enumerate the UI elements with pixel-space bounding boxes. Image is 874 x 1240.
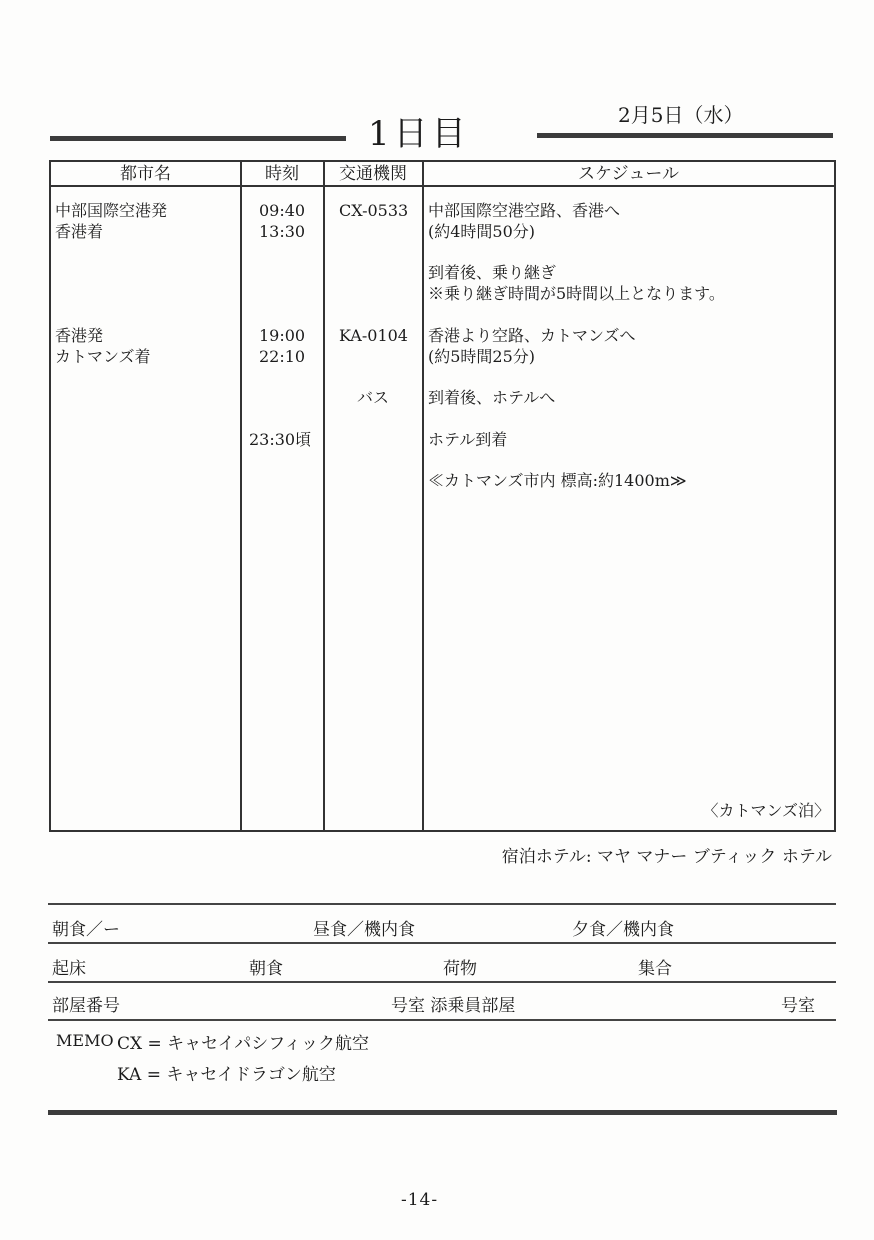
schedule-cell: (約5時間25分) xyxy=(428,347,536,366)
bottom-bar xyxy=(48,1110,837,1115)
city-cell: カトマンズ着 xyxy=(55,347,151,366)
memo-line: KA = キャセイドラゴン航空 xyxy=(117,1065,336,1085)
section-divider xyxy=(48,981,836,983)
transport-cell: KA-0104 xyxy=(339,326,408,345)
meeting-label: 集合 xyxy=(638,959,672,979)
hotel-info: 宿泊ホテル: マヤ マナー ブティック ホテル xyxy=(501,847,832,867)
guide-room-suffix: 号室 xyxy=(781,996,815,1016)
luggage-label: 荷物 xyxy=(443,959,477,979)
room-suffix: 号室 添乗員部屋 xyxy=(391,996,516,1016)
room-number-label: 部屋番号 xyxy=(52,996,120,1016)
schedule-cell: ホテル到着 xyxy=(428,430,508,449)
col-divider xyxy=(240,162,242,830)
schedule-cell: 到着後、ホテルへ xyxy=(428,388,556,407)
transport-cell: バス xyxy=(357,388,390,407)
time-cell: 13:30 xyxy=(259,222,306,241)
time-cell: 09:40 xyxy=(259,201,306,220)
header-transport: 交通機関 xyxy=(339,164,407,184)
schedule-cell: 中部国際空港空路、香港へ xyxy=(428,201,621,220)
header-schedule: スケジュール xyxy=(578,164,679,184)
schedule-cell: 香港より空路、カトマンズへ xyxy=(428,326,636,345)
time-cell: 19:00 xyxy=(259,326,306,345)
schedule-cell: 到着後、乗り継ぎ xyxy=(428,263,557,282)
schedule-cell: (約4時間50分) xyxy=(428,222,536,241)
section-divider xyxy=(48,942,836,944)
breakfast-meal: 朝食／ー xyxy=(52,920,120,940)
header-time: 時刻 xyxy=(265,164,299,184)
lunch-meal: 昼食／機内食 xyxy=(313,920,415,940)
col-divider xyxy=(323,162,325,830)
title-bar-right xyxy=(537,133,833,138)
city-cell: 中部国際空港発 xyxy=(55,201,168,220)
title-bar-left xyxy=(50,136,346,141)
transport-cell: CX-0533 xyxy=(339,201,409,220)
header-city: 都市名 xyxy=(120,164,171,184)
schedule-cell: ≪カトマンズ市内 標高:約1400m≫ xyxy=(428,471,687,490)
time-cell: 22:10 xyxy=(259,347,306,366)
schedule-cell: ※乗り継ぎ時間が5時間以上となります。 xyxy=(428,284,725,303)
page-number: -14- xyxy=(401,1190,439,1210)
section-divider xyxy=(48,1019,836,1021)
time-cell: 23:30頃 xyxy=(249,430,312,449)
col-divider xyxy=(422,162,424,830)
schedule-table xyxy=(49,160,836,832)
day-title: 1日目 xyxy=(368,114,470,154)
city-cell: 香港着 xyxy=(55,222,104,241)
memo-label: MEMO xyxy=(56,1031,114,1050)
date-label: 2月5日（水） xyxy=(618,103,744,127)
dinner-meal: 夕食／機内食 xyxy=(572,920,674,940)
wakeup-label: 起床 xyxy=(52,959,86,979)
overnight-label: 〈カトマンズ泊〉 xyxy=(702,801,830,820)
city-cell: 香港発 xyxy=(55,326,104,345)
memo-line: CX = キャセイパシフィック航空 xyxy=(117,1034,369,1054)
section-divider xyxy=(48,903,836,905)
breakfast-time-label: 朝食 xyxy=(249,959,283,979)
